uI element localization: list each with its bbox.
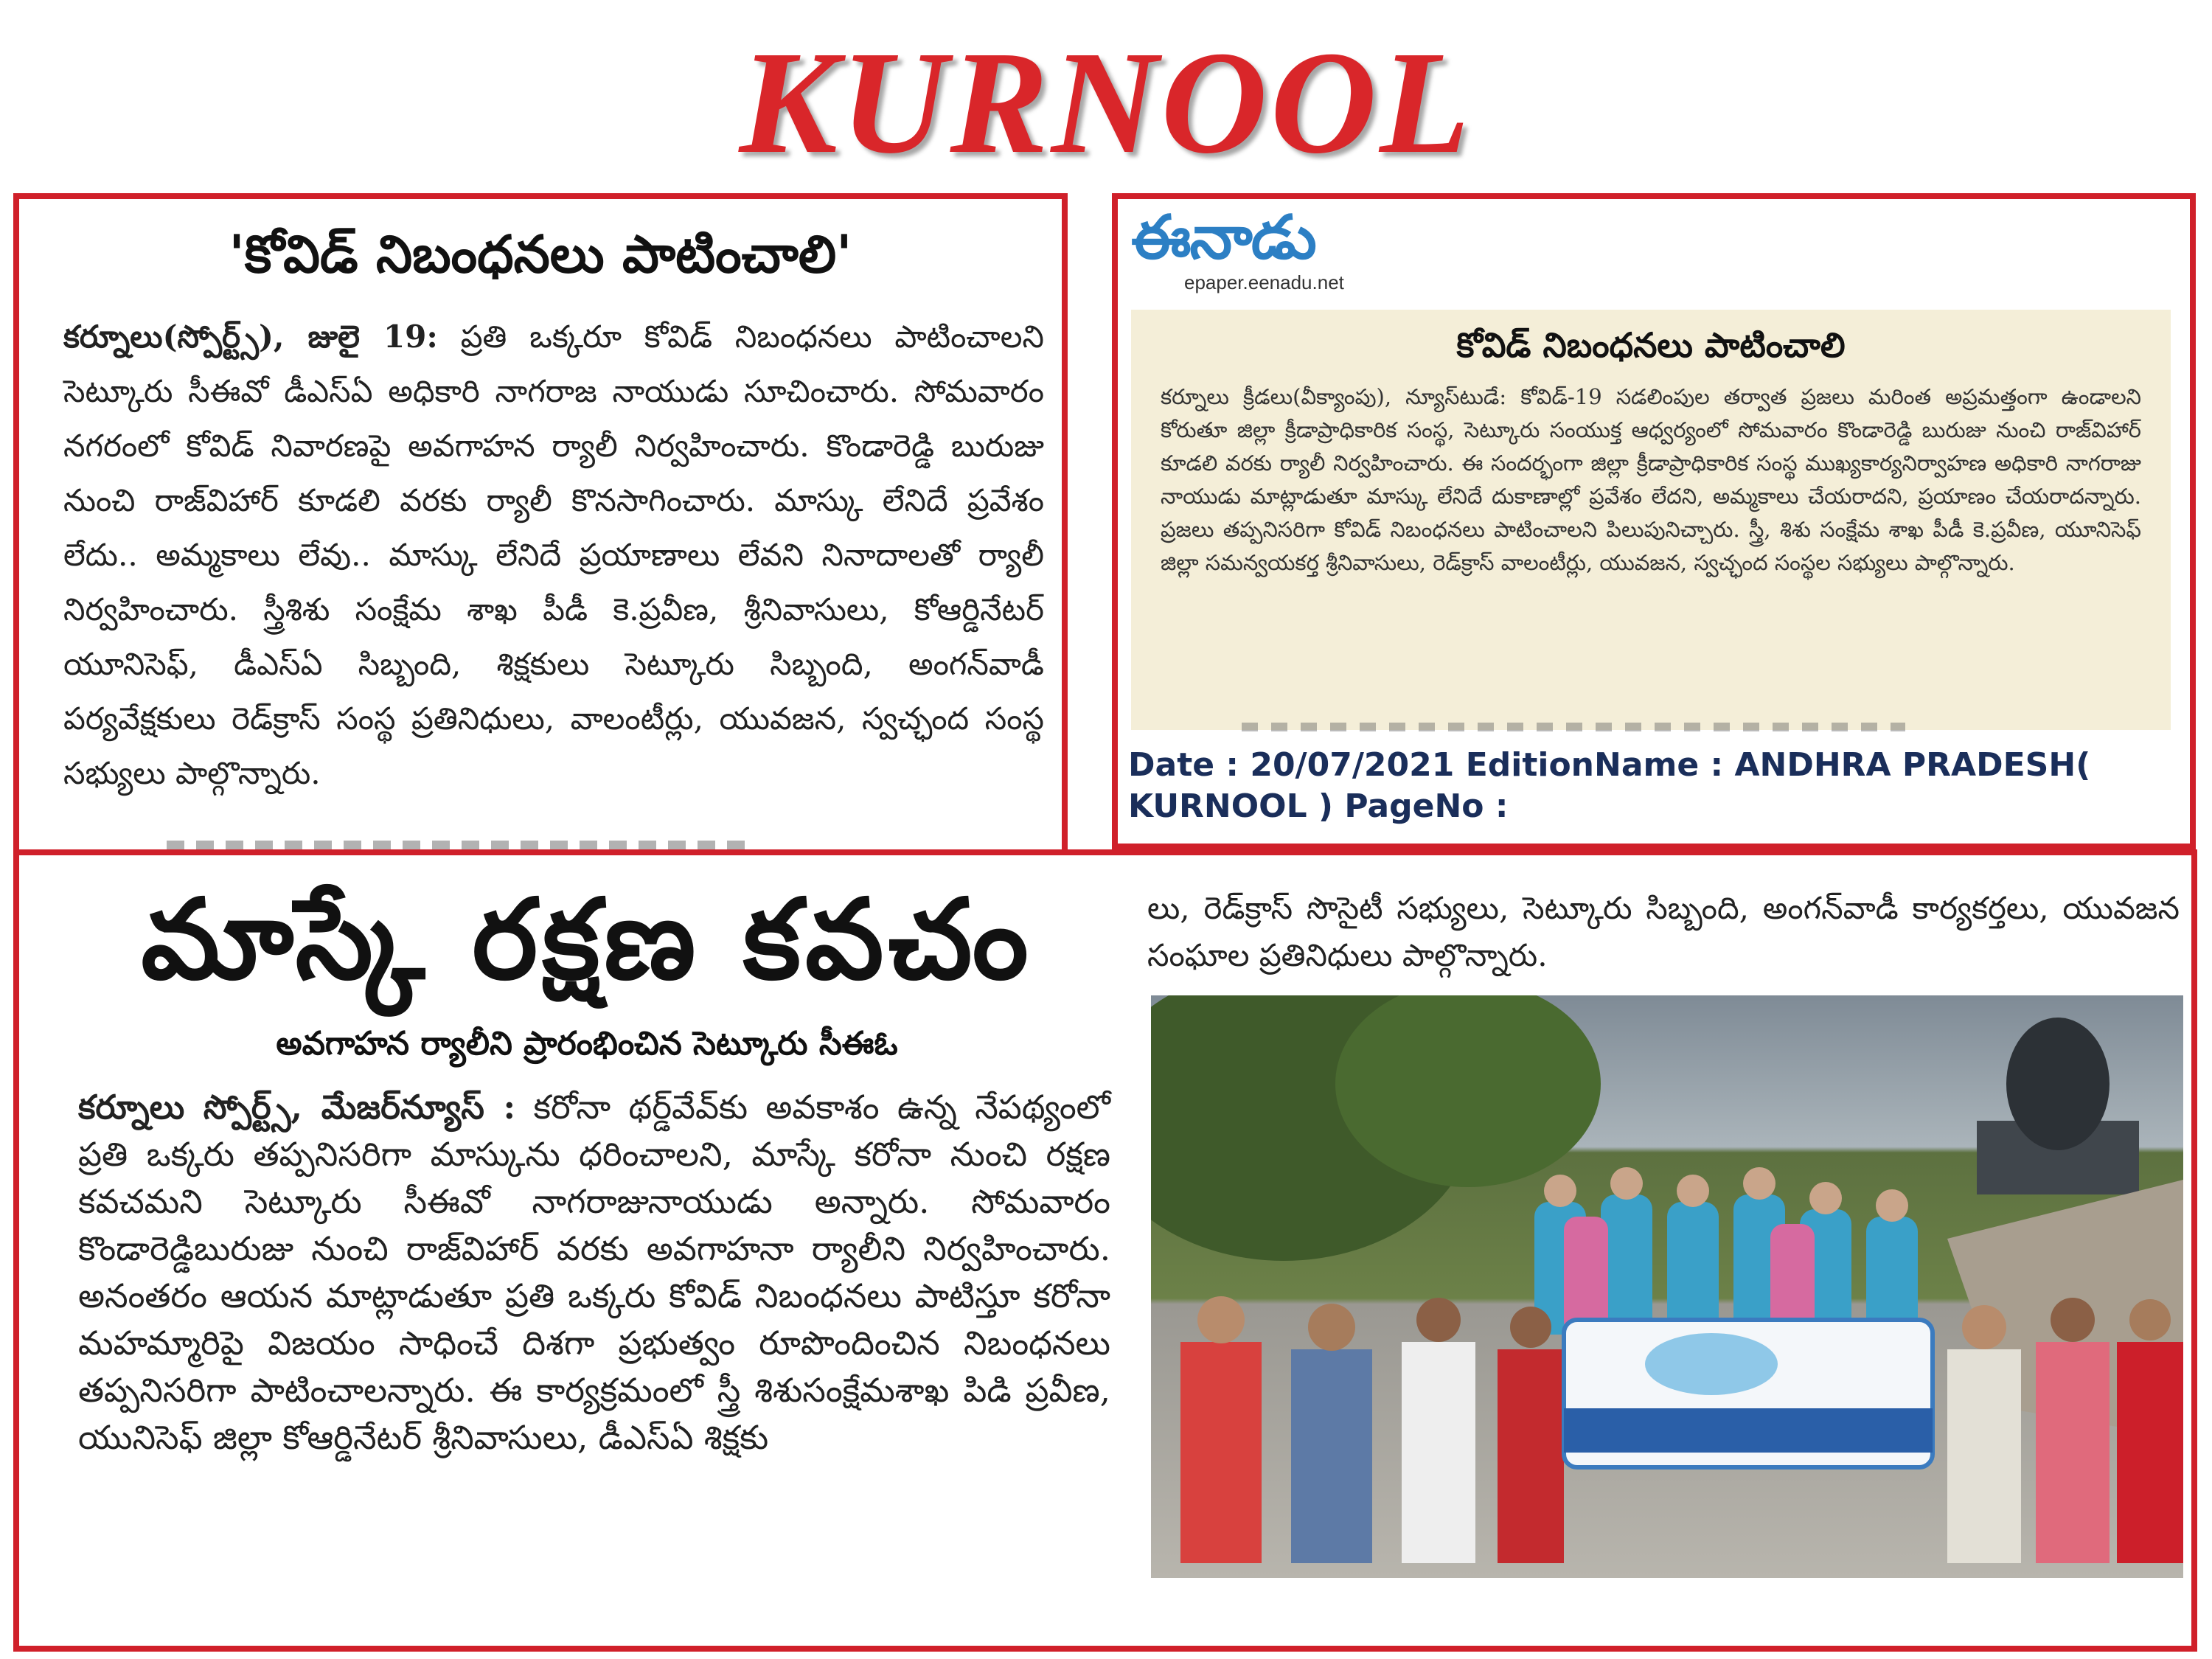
clipping-panel-eenadu [1112, 193, 2196, 849]
page-title: KURNOOL [739, 21, 1473, 184]
clipping-headline: 'కోవిడ్ నిబంధనలు పాటించాలి' [229, 224, 852, 285]
main-headline: మాస్కే రక్షణ కవచం [141, 876, 1033, 1004]
edition-info: Date : 20/07/2021 EditionName : ANDHRA PRADESH( KURNOOL ) PageNo : [1128, 746, 2091, 825]
eenadu-headline: కోవిడ్ నిబంధనలు పాటించాలి [1456, 325, 1846, 365]
article-dateline: కర్నూలు స్పోర్ట్స్, మేజర్‌న్యూస్ : [78, 1088, 516, 1127]
article-continued: లు, రెడ్‌క్రాస్ సొసైటీ సభ్యులు, సెట్కూరు సిబ్బంది, అంగన్‌వాడీ కార్యకర్తలు, యువజన సంఘాల ప్రతినిధులు పాల్గొన్నారు. [1147, 890, 2180, 973]
rally-photo-illustration [1151, 995, 2183, 1578]
article-body [78, 1084, 1110, 1461]
eenadu-clipping [1131, 310, 2171, 730]
clipping-text: ప్రతి ఒక్కరూ కోవిడ్ నిబంధనలు పాటించాలని సెట్కూరు సీఈవో డీఎస్ఏ అధికారి నాగరాజ నాయుడు సూచించారు. సోమవారం నగరంలో కోవిడ్ నివారణపై అవగాహన ర్యాలీ నిర్వహించారు. కొండారెడ్డి బురుజు నుంచి రాజ్‌విహార్ కూడలి వరకు ర్యాలీ కొనసాగించారు. మాస్కు లేనిదే ప్రవేశం లేదు.. అమ్మకాలు లేవు.. మాస్కు లేనిదే ప్రయాణాలు లేవని నినాదాలతో ర్యాలీ నిర్వహించారు. స్త్రీశిశు సంక్షేమ శాఖ పీడీ కె.ప్రవీణ, శ్రీనివాసులు, కోఆర్డినేటర్ యూనిసెఫ్, డీఎస్ఏ సిబ్బంది, శిక్షకులు సెట్కూరు సిబ్బంది, అంగన్‌వాడీ పర్యవేక్షకులు రెడ్‌క్రాస్ సంస్థ ప్రతినిధులు, వాలంటీర్లు, యువజన, స్వచ్ఛంద సంస్థ సభ్యులు పాల్గొన్నారు. [63, 319, 1044, 791]
article-text: కరోనా థర్డ్‌వేవ్‌కు అవకాశం ఉన్న నేపథ్యంలో ప్రతి ఒక్కరు తప్పనిసరిగా మాస్కును ధరించాలని, మాస్కే కరోనా నుంచి రక్షణ కవచమని సెట్కూరు సీఈవో నాగరాజునాయుడు అన్నారు. సోమవారం కొండారెడ్డిబురుజు నుంచి రాజ్‌విహార్ వరకు అవగాహనా ర్యాలీని నిర్వహించారు. అనంతరం ఆయన మాట్లాడుతూ ప్రతి ఒక్కరు కోవిడ్ నిబంధనలు పాటిస్తూ కరోనా మహమ్మారిపై విజయం సాధించే దిశగా ప్రభుత్వం రూపొందించిన నిబంధనలు తప్పనిసరిగా పాటించాలన్నారు. ఈ కార్యక్రమంలో స్త్రీ శిశుసంక్షేమశాఖ పిడి ప్రవీణ, యునిసెఫ్ జిల్లా కోఆర్డినేటర్ శ్రీనివాసులు, డీఎస్ఏ శిక్షకు [78, 1088, 1110, 1457]
clipping-body [63, 310, 1044, 801]
subheadline: అవగాహన ర్యాలీని ప్రారంభించిన సెట్కూరు సీఈఓ [276, 1025, 898, 1062]
cut-text-edge [1242, 723, 1905, 731]
masthead-url: epaper.eenadu.net [1184, 271, 1344, 293]
clipping-panel-left [13, 193, 1068, 857]
clipping-dateline: కర్నూలు(స్పోర్ట్స్), జులై 19: [63, 319, 438, 355]
clipping-panel-bottom [13, 849, 2197, 1652]
eenadu-body: కర్నూలు క్రీడలు(వీక్యాంపు), న్యూస్‌టుడే: కోవిడ్-19 సడలింపుల తర్వాత ప్రజలు మరింత అప్రమత్తంగా ఉండాలని కోరుతూ జిల్లా క్రీడాప్రాధికారిక సంస్థ, సెట్కూరు సంయుక్త ఆధ్వర్యంలో సోమవారం కొండారెడ్డి బురుజు నుంచి రాజ్‌విహార్ కూడలి వరకు ర్యాలీ నిర్వహించారు. ఈ సందర్భంగా జిల్లా క్రీడాప్రాధికారిక సంస్థ ముఖ్యకార్యనిర్వాహణ అధికారి నాగరాజు నాయుడు మాట్లాడుతూ మాస్కు లేనిదే దుకాణాల్లో ప్రవేశం లేదని, అమ్మకాలు చేయరాదని, ప్రయాణం చేయరాదన్నారు. ప్రజలు తప్పనిసరిగా కోవిడ్ నిబంధనలు పాటించాలని పిలుపునిచ్చారు. స్త్రీ, శిశు సంక్షేమ శాఖ పీడీ కె.ప్రవీణ, యూనిసెఫ్ జిల్లా సమన్వయకర్త శ్రీనివాసులు, రెడ్‌క్రాస్ వాలంటీర్లు, యువజన, స్వచ్ఛంద సంస్థల సభ్యులు పాల్గొన్నారు. [1161, 384, 2141, 575]
rally-group-photo [1151, 995, 2183, 1578]
eenadu-masthead-logo: ఈనాడు [1131, 203, 1315, 273]
